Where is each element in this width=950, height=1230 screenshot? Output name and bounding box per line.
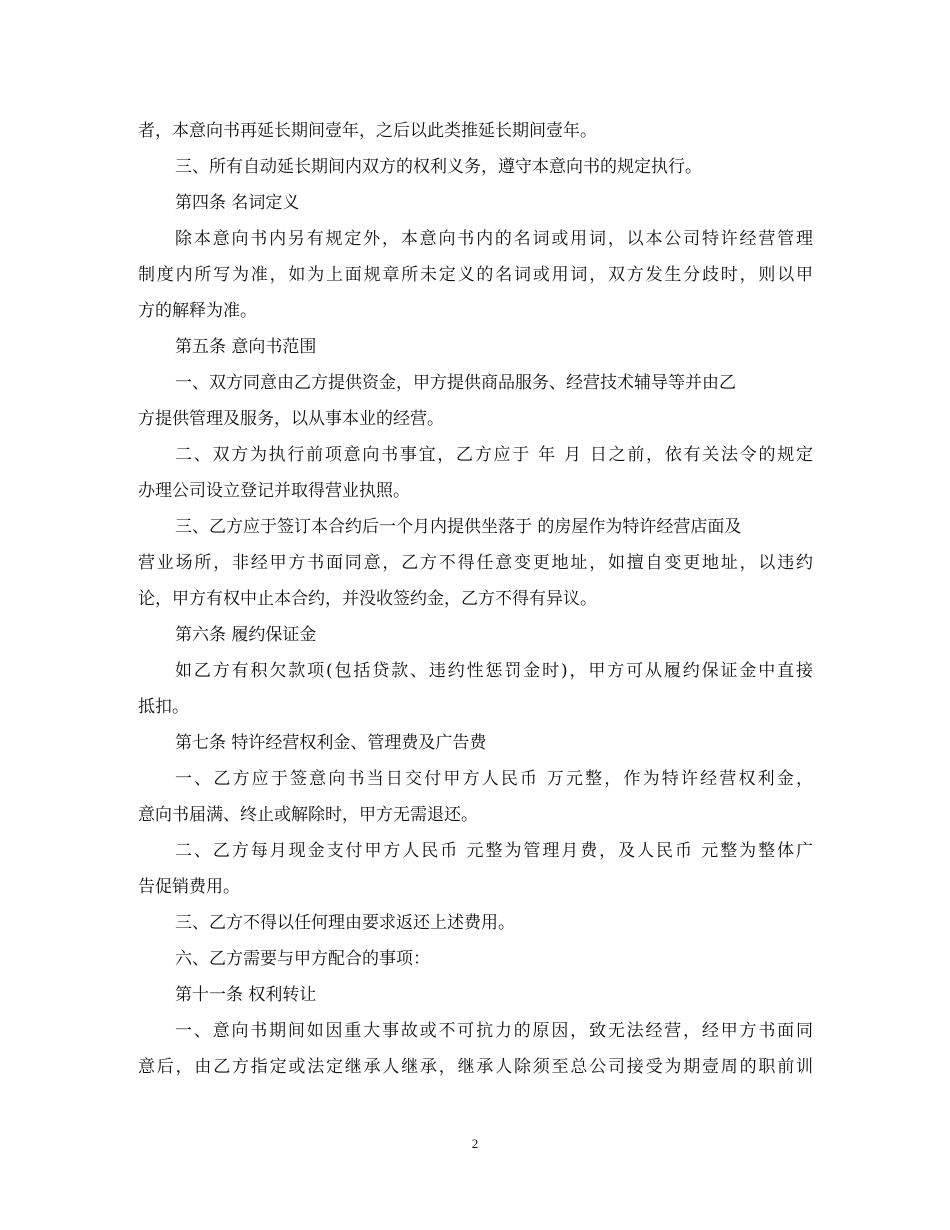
paragraph-line: 三、乙方不得以任何理由要求返还上述费用。	[175, 913, 515, 933]
section-heading: 第四条 名词定义	[175, 193, 300, 213]
paragraph-line: 方的解释为准。	[138, 301, 257, 321]
section-heading: 第六条 履约保证金	[175, 625, 317, 645]
paragraph-line: 制度内所写为准，如为上面规章所未定义的名词或用词，双方发生分歧时，则以甲	[138, 265, 813, 285]
paragraph-line: 如乙方有积欠款项(包括贷款、违约性惩罚金时)，甲方可从履约保证金中直接	[175, 661, 813, 681]
paragraph-line: 办理公司设立登记并取得营业执照。	[138, 481, 410, 501]
paragraph-line: 一、意向书期间如因重大事故或不可抗力的原因，致无法经营，经甲方书面同	[175, 1021, 813, 1041]
paragraph-line: 一、双方同意由乙方提供资金，甲方提供商品服务、经营技术辅导等并由乙	[175, 373, 736, 393]
paragraph-line: 三、乙方应于签订本合约后一个月内提供坐落于 的房屋作为特许经营店面及	[175, 517, 742, 537]
section-heading: 第十一条 权利转让	[175, 985, 317, 1005]
document-body	[138, 113, 813, 1085]
paragraph-line: 告促销费用。	[138, 877, 240, 897]
paragraph-line: 六、乙方需要与甲方配合的事项：	[175, 949, 430, 969]
paragraph-line: 者，本意向书再延长期间壹年，之后以此类推延长期间壹年。	[138, 121, 597, 141]
page-number: 2	[471, 1136, 479, 1151]
paragraph-line: 意后，由乙方指定或法定继承人继承，继承人除须至总公司接受为期壹周的职前训	[138, 1057, 813, 1077]
paragraph-line: 意向书届满、终止或解除时，甲方无需退还。	[138, 805, 478, 825]
paragraph-line: 论，甲方有权中止本合约，并没收签约金，乙方不得有异议。	[138, 589, 597, 609]
paragraph-line: 抵扣。	[138, 697, 189, 717]
paragraph-line: 二、乙方每月现金支付甲方人民币 元整为管理月费，及人民币 元整为整体广	[175, 841, 813, 861]
paragraph-line: 三、所有自动延长期间内双方的权利义务，遵守本意向书的规定执行。	[175, 157, 702, 177]
paragraph-line: 二、双方为执行前项意向书事宜，乙方应于 年 月 日之前，依有关法令的规定	[175, 445, 813, 465]
paragraph-line: 营业场所，非经甲方书面同意，乙方不得任意变更地址，如擅自变更地址，以违约	[138, 553, 813, 573]
paragraph-line: 除本意向书内另有规定外，本意向书内的名词或用词，以本公司特许经营管理	[175, 229, 813, 249]
section-heading: 第七条 特许经营权利金、管理费及广告费	[175, 733, 487, 753]
paragraph-line: 方提供管理及服务，以从事本业的经营。	[138, 409, 444, 429]
paragraph-line: 一、乙方应于签意向书当日交付甲方人民币 万元整，作为特许经营权利金，	[175, 769, 813, 789]
section-heading: 第五条 意向书范围	[175, 337, 317, 357]
